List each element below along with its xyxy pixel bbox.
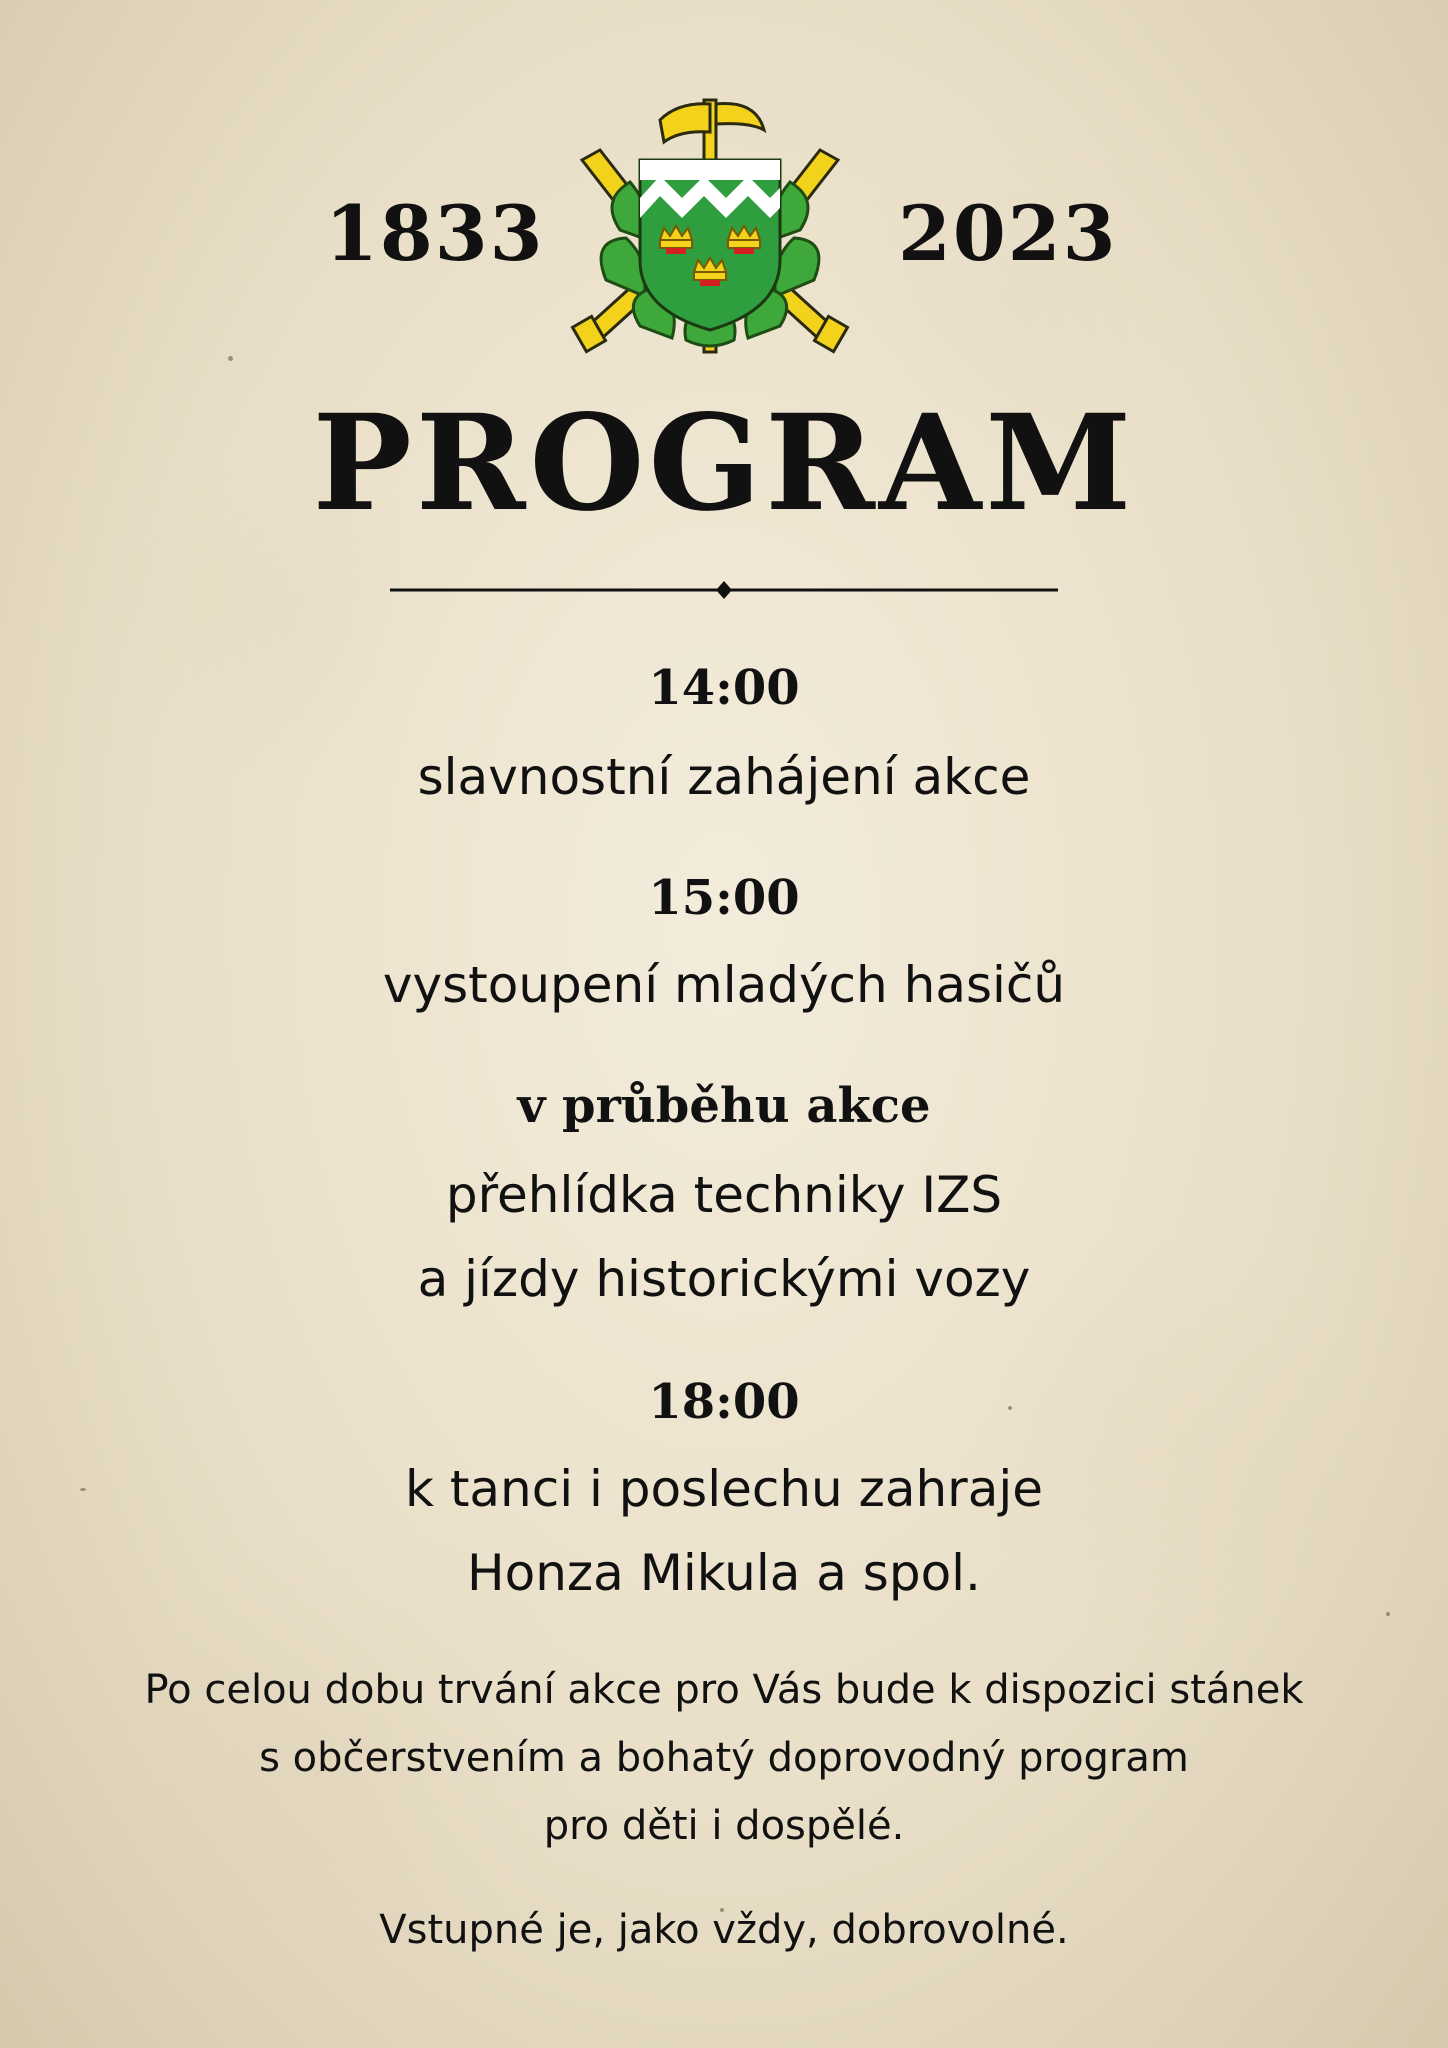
info-line-3: pro děti i dospělé. — [543, 1803, 905, 1849]
schedule-desc-2: vystoupení mladých hasičů — [382, 956, 1066, 1014]
schedule-time-2: 15:00 — [648, 870, 800, 926]
schedule-time-4: 18:00 — [648, 1374, 800, 1430]
paper-speck — [228, 356, 233, 361]
paper-speck — [1386, 1612, 1390, 1616]
entry-note: Vstupné je, jako vždy, dobrovolné. — [379, 1907, 1069, 1953]
info-line-2: s občerstvením a bohatý doprovodný program — [259, 1735, 1189, 1781]
year-start: 1833 — [325, 189, 545, 278]
ornamental-divider — [390, 578, 1058, 602]
page-title: PROGRAM — [312, 386, 1136, 541]
schedule-time-3: v průběhu akce — [517, 1078, 931, 1134]
fire-brigade-coat-of-arms-icon — [560, 90, 860, 360]
schedule-desc-4b: Honza Mikula a spol. — [467, 1544, 981, 1602]
schedule-desc-3a: přehlídka techniky IZS — [445, 1166, 1003, 1224]
info-line-1: Po celou dobu trvání akce pro Vás bude k dispozici stánek — [144, 1667, 1304, 1713]
year-end: 2023 — [898, 189, 1118, 278]
schedule-desc-1: slavnostní zahájení akce — [417, 748, 1031, 806]
schedule-desc-3b: a jízdy historickými vozy — [417, 1250, 1031, 1308]
schedule-time-1: 14:00 — [648, 660, 800, 716]
schedule-desc-4a: k tanci i poslechu zahraje — [404, 1460, 1044, 1518]
